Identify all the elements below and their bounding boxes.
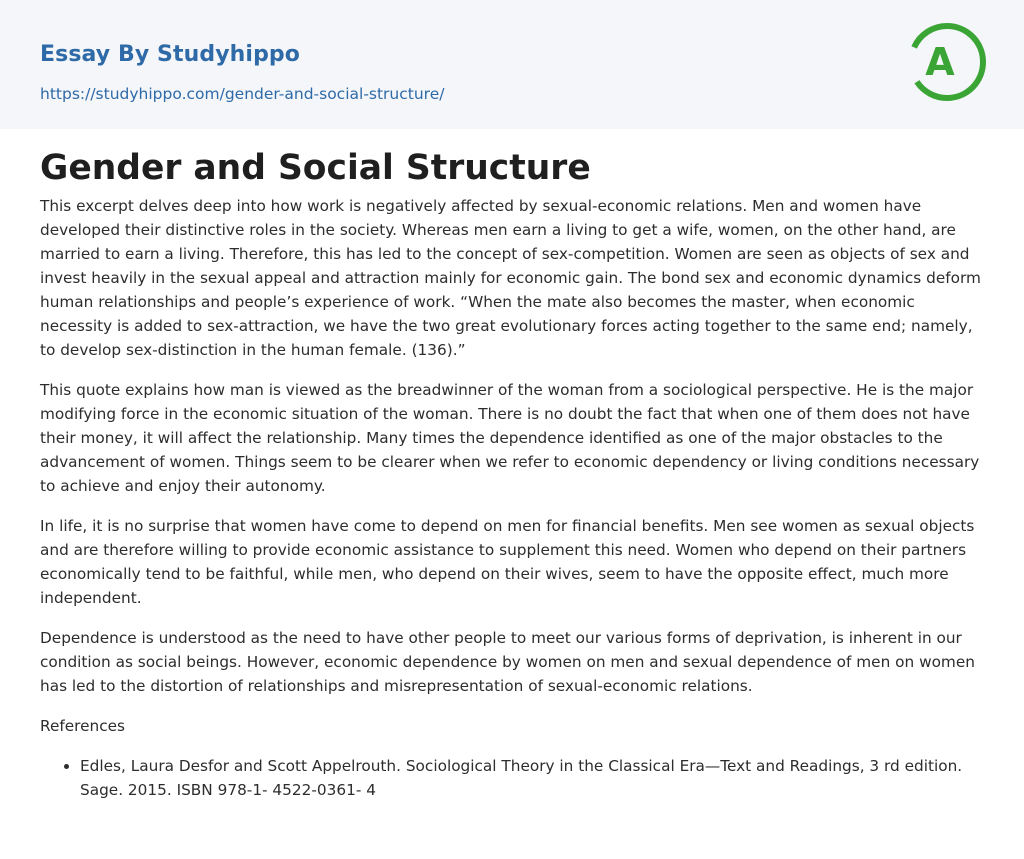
article-paragraph-4: Dependence is understood as the need to have other people to meet our various forms of deprivation, is inherent in our condition as social beings. However, economic dependence by women on men and sexual dependence of men on women has led to the distortion of relationships and misrepresentation of sexual-economic relations. (40, 629, 975, 695)
site-brand[interactable]: Essay By Studyhippo (40, 42, 300, 67)
logo-letter: A (925, 40, 955, 84)
site-header (0, 0, 1024, 129)
article-paragraph-3: In life, it is no surprise that women have come to depend on men for financial benefits. Men see women as sexual objects and are therefore willing to provide economic assistance to supplement this need. Women who depend on their partners economically tend to be faithful, while men, who depend on their wives, seem to have the opposite effect, much more independent. (40, 517, 975, 607)
article-title: Gender and Social Structure (40, 148, 591, 188)
studyhippo-logo-icon[interactable] (910, 18, 988, 106)
article-paragraph-1: This excerpt delves deep into how work is negatively affected by sexual-economic relations. Men and women have developed their distinctive roles in the society. Whereas men earn a living to get a wife, women, on the other hand, are married to earn a living. Therefore, this has led to the concept of sex-competition. Women are seen as objects of sex and invest heavily in the sexual appeal and attraction mainly for economic gain. The bond sex and economic dynamics deform human relationships and people’s experience of work. “When the mate also becomes the master, when economic necessity is added to sex-attraction, we have the two great evolutionary forces acting together to the same end; namely, to develop sex-distinction in the human female. (136).” (40, 197, 981, 359)
article-paragraph-2: This quote explains how man is viewed as the breadwinner of the woman from a sociological perspective. He is the major modifying force in the economic situation of the woman. There is no doubt the fact that when one of them does not have their money, it will affect the relationship. Many times the dependence identified as one of the major obstacles to the advancement of women. Things seem to be clearer when we refer to economic dependency or living conditions necessary to achieve and enjoy their autonomy. (40, 381, 980, 495)
reference-item: • Edles, Laura Desfor and Scott Appelrouth. Sociological Theory in the Classical Era—Text and Readings, 3 rd edition. Sage. 2015. ISBN 978-1- 4522-0361- 4 (80, 754, 988, 802)
page-url-link[interactable]: https://studyhippo.com/gender-and-social-structure/ (40, 85, 445, 103)
references-list (40, 754, 988, 802)
references-heading: References (40, 717, 125, 735)
article-body (40, 144, 988, 802)
